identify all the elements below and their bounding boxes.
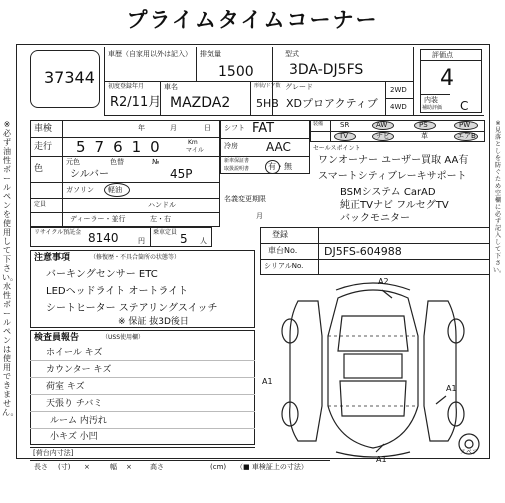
sales-point-4: 純正TVナビ フルセグTV (340, 200, 449, 211)
notes-sub-label: （修復歴・不具合箇所の状態等） (90, 254, 181, 261)
side-note-right: ※見落としを防ぐため空欄に必ず記入して下さい。 (493, 120, 505, 274)
mileage-value: 57610 (76, 138, 169, 156)
ac-value: AAC (266, 140, 291, 154)
mileage-unit-mile: マイル (186, 147, 204, 154)
damage-code-left: A1 (262, 377, 273, 386)
interior-sub-label: 補助評価 (422, 105, 443, 111)
rating-value: 4 (440, 66, 454, 91)
inspection-item-6: 小キズ 小凹 (50, 432, 98, 442)
interior-label: 内装 (424, 96, 438, 104)
damage-code-right: A1 (446, 384, 457, 393)
manual-label: 取扱説明書 (224, 166, 250, 172)
shaken-label: 車検 (34, 124, 53, 134)
drive-4wd: 4WD (390, 103, 407, 111)
note-item-4: ※ 保証 抜3D後日 (118, 317, 189, 327)
equip-sr: SR (340, 121, 350, 129)
name-change-deadline-label: 名義変更期限 (224, 195, 266, 203)
capacity-label: 乗車定員 (153, 229, 178, 236)
displacement-value: 1500 (218, 64, 254, 80)
inspection-item-4: 天張り チバミ (46, 399, 103, 409)
shaken-day: 日 (204, 124, 211, 132)
color-value: シルバー (70, 169, 110, 180)
handle-label: ハンドル (148, 201, 176, 209)
color-original-label: 元色 (66, 158, 80, 166)
name-change-month: 月 (256, 212, 263, 220)
times-2: × (126, 463, 132, 471)
length-label: 長さ (34, 463, 48, 471)
sales-point-3: BSMシステム CarAD (340, 187, 436, 198)
first-registration-value: R2/11月 (110, 95, 162, 110)
equip-airbag: エアB (457, 132, 476, 140)
mileage-label: 走行 (34, 142, 53, 152)
recycle-value: 8140 (88, 231, 119, 245)
equip-aw: AW (376, 121, 388, 129)
equip-pw: PW (459, 121, 471, 129)
note-item-1: バーキングセンサー ETC (46, 269, 158, 280)
damage-code-rear: A1 (376, 455, 387, 464)
drive-2wd: 2WD (390, 86, 407, 94)
times-1: × (84, 463, 90, 471)
shaken-year: 年 (138, 124, 145, 132)
note-item-3: シートヒーター ステアリングスイッチ (46, 303, 218, 314)
seats-label: 定員 (34, 201, 47, 208)
sales-point-5: バックモニター (340, 213, 410, 224)
damage-code-front: A2 (378, 277, 389, 286)
sales-point-label: セールスポイント (313, 145, 361, 152)
displacement-label: 排気量 (200, 50, 221, 58)
rating-label: 評価点 (432, 51, 453, 59)
equip-navi: ナビ (376, 132, 390, 140)
fuel-diesel: 軽油 (108, 186, 122, 194)
equip-leather: 革 (421, 132, 428, 140)
shift-label: シフト (224, 124, 245, 132)
page-title: プライムタイムコーナー (126, 8, 379, 32)
car-name-value: MAZDA2 (170, 95, 231, 111)
color-label: 色 (34, 164, 44, 174)
inspection-item-3: 荷室 キズ (46, 382, 85, 392)
model-type-value: 3DA-DJ5FS (289, 62, 364, 78)
shaken-month: 月 (170, 124, 177, 132)
model-type-label: 型式 (285, 50, 299, 58)
cm-unit: (cm) (210, 463, 227, 471)
shaken-history-label: 車歴（自家用以外は記入） (108, 50, 192, 58)
note-item-2: LEDヘッドライト オートライト (46, 286, 189, 297)
body-door-label: 形状/ドア数 (254, 83, 281, 89)
color-number-label: № (152, 158, 160, 166)
registration-label: 登録 (272, 230, 288, 239)
dealer-parallel: ディーラー・並行 (70, 215, 126, 223)
capacity-unit: 人 (200, 237, 207, 245)
ac-label: 冷房 (224, 142, 238, 150)
grade-value: XDプロアクティブ (286, 97, 378, 110)
spare-label: スペア (460, 449, 479, 456)
width-label: 幅 (110, 463, 117, 471)
color-number-value: 45P (170, 167, 193, 181)
new-car-warranty-label: 新車保証書 (224, 158, 250, 164)
side-note-left: ※必ず油性ボールペンを使用して下さい。水性ボールペンは使用できません。 (2, 120, 19, 417)
serial-number-label: シリアルNo. (264, 262, 304, 270)
grade-label: グレード (285, 83, 313, 91)
sales-point-1: ワンオーナー ユーザー買取 AA有 (318, 155, 469, 166)
sales-point-2: スマートシティブレーキサポート (318, 171, 467, 182)
fuel-gasoline: ガソリン (66, 186, 94, 194)
lot-number: 37344 (44, 68, 95, 87)
height-label: 高さ (150, 463, 164, 471)
color-repaint-label: 色替 (110, 158, 124, 166)
inspection-item-5: ルーム 内汚れ (50, 416, 107, 426)
shift-value: FAT (252, 121, 275, 136)
yes-no: 有・無 (268, 162, 292, 171)
first-registration-label: 初度登録年月 (108, 83, 145, 90)
inspection-item-1: ホイール キズ (46, 348, 103, 358)
inspection-sub-label: （USS使用欄） (102, 334, 145, 341)
cargo-size-label: [荷台内寸法] (33, 449, 74, 457)
recycle-label: リサイクル預託金 (34, 229, 82, 236)
frame-number-value: DJ5FS-604988 (324, 245, 402, 258)
frame-number-label: 車台No. (268, 246, 298, 255)
equip-tv: TV (339, 132, 349, 140)
inspection-item-2: カウンター キズ (46, 365, 112, 375)
capacity-value: 5 (180, 232, 188, 246)
handle-left-right: 左・右 (150, 215, 171, 223)
mileage-unit-km: Km (188, 139, 198, 146)
recycle-unit: 円 (138, 237, 145, 245)
body-door-value: 5HB (256, 97, 279, 110)
car-name-label: 車名 (164, 83, 178, 91)
inspection-label: 検査員報告 (34, 333, 80, 343)
yes-selected-circle (265, 160, 280, 174)
notes-label: 注意事項 (34, 253, 71, 263)
footer-note: （■ 車検証上の寸法） (236, 463, 308, 471)
length-unit: (寸) (58, 463, 71, 471)
interior-value: C (460, 99, 469, 113)
car-diagram (258, 276, 488, 458)
equip-ps: PS (419, 121, 428, 129)
